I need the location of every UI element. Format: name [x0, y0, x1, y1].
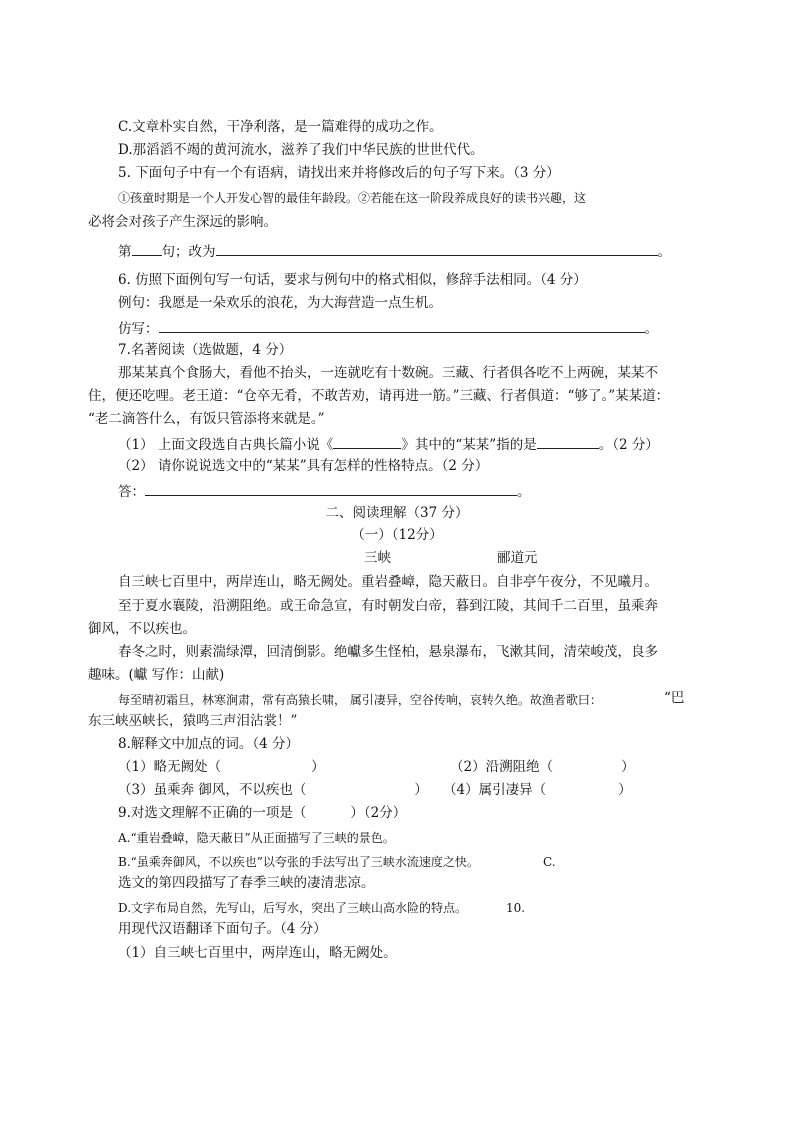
q8-item1-close: ）	[311, 759, 325, 775]
q6-answer-blank[interactable]	[159, 318, 645, 333]
subsection-heading: （一）（12分）	[351, 527, 443, 543]
q5-answer-end: 。	[657, 244, 671, 260]
q8-item3-close: ）	[414, 782, 428, 798]
q9-option-b: B.“虽乘奔御风，不以疾也”以夸张的手法写出了三峡水流速度之快。	[118, 855, 479, 869]
q9-option-c-label: C.	[543, 855, 556, 869]
passage-para2-line2: 御风，不以疾也。	[88, 621, 196, 637]
q8-item4-close: ）	[618, 782, 632, 798]
question-7: 7.名著阅读（选做题，4 分）	[118, 342, 293, 358]
q8-item3-text: （3）虽乘奔 御风，不以疾也（	[118, 782, 307, 798]
q7-character-blank[interactable]	[537, 434, 599, 449]
q6-answer-end: 。	[644, 321, 658, 337]
q8-item2-close: ）	[621, 759, 635, 775]
q6-answer-line	[118, 318, 658, 338]
question-5: 5. 下面句子中有一个有语病，请找出来并将修改后的句子写下来。（3 分）	[118, 165, 560, 181]
q9-option-c: 选文的第四段描写了春季三峡的凄清悲凉。	[118, 875, 375, 891]
passage-para2-line1: 至于夏水襄陵，沿溯阻绝。或王命急宣，有时朝发白帝，暮到江陵，其间千二百里，虽乘奔	[118, 598, 658, 614]
passage-para4-line1-end: “巴	[664, 690, 685, 706]
q8-item4-text: （4）属引凄异（	[443, 782, 547, 798]
q7-answer-end: 。	[517, 484, 531, 500]
q5-sentence-number-blank[interactable]	[132, 241, 162, 256]
q8-item2	[450, 758, 635, 776]
q6-answer-label: 仿写：	[118, 321, 159, 337]
q10-sentence1: （1）自三峡七百里中，两岸连山，略无阙处。	[118, 945, 397, 961]
section-heading: 二、阅读理解（37 分）	[325, 505, 469, 521]
q5-answer-blank[interactable]	[216, 241, 658, 256]
q8-item2-text: （2）沿溯阻绝（	[450, 759, 554, 775]
q7-sub1-end: 。（2 分）	[598, 437, 659, 453]
q7-sub1-text: （1） 上面文段选自古典长篇小说《	[118, 437, 334, 453]
question-9	[118, 804, 406, 822]
question-8: 8.解释文中加点的词。（4 分）	[118, 736, 300, 752]
q9-option-d: D.文字布局自然，先写山，后写水，突出了三峡山高水险的特点。	[118, 901, 468, 915]
passage-author: 郦道元	[497, 550, 538, 566]
q7-passage-line1: 那某某真个食肠大，看他不抬头，一连就吃有十数碗。三藏、行者俱各吃不上两碗，某某不	[118, 365, 658, 381]
option-d: D.那滔滔不竭的黄河流水，滋养了我们中华民族的世世代代。	[118, 142, 484, 158]
q7-sub2: （2） 请你说说选文中的“某某”具有怎样的性格特点。（2 分）	[118, 458, 489, 474]
q6-example: 例句：我愿是一朵欢乐的浪花，为大海营造一点生机。	[118, 295, 442, 311]
question-10-number: 10.	[506, 901, 526, 915]
passage-para3-line2: 趣味。(巘 写作：山献)	[88, 667, 225, 683]
q7-answer-blank[interactable]	[145, 481, 517, 496]
q9-score: ）（2分）	[350, 805, 407, 821]
q7-sub1	[118, 434, 659, 454]
q5-answer-label: 句；改为	[161, 244, 216, 260]
q8-item1	[118, 758, 325, 776]
passage-para4-line1: 每至晴初霜旦，林寒涧肃，常有高猿长啸， 属引凄异，空谷传响，哀转久绝。故渔者歌曰：	[118, 693, 602, 707]
q9-text: 9.对选文理解不正确的一项是（	[118, 805, 307, 821]
q9-option-a: A.“重岩叠嶂，隐天蔽日”从正面描写了三峡的景色。	[118, 831, 395, 845]
q7-answer-line	[118, 481, 531, 501]
q7-answer-label: 答：	[118, 484, 145, 500]
passage-para4-line2: 东三峡巫峡长，猿鸣三声泪沾裳！”	[88, 713, 298, 729]
q7-passage-line3: “老二滴答什么，有饭只管添将来就是。”	[88, 411, 325, 427]
q7-passage-line2: 住，便还吃哩。老王道：“仓卒无肴，不敢苦劝，请再进一筋。”三藏、行者俱道：“够了。”某某道：	[88, 388, 670, 404]
passage-para3-line1: 春冬之时，则素湍绿潭，回清倒影。绝巘多生怪柏，悬泉瀑布，飞漱其间，清荣峻茂，良多	[118, 644, 658, 660]
q7-novel-blank[interactable]	[333, 434, 401, 449]
option-c: C.文章朴实自然，干净利落，是一篇难得的成功之作。	[118, 119, 443, 135]
q5-sentence-line1: ①孩童时期是一个人开发心智的最佳年龄段。②若能在这一阶段养成良好的读书兴趣，这	[118, 191, 587, 205]
q8-item1-text: （1）略无阙处（	[118, 759, 222, 775]
passage-title: 三峡	[364, 550, 391, 566]
passage-para1: 自三峡七百里中，两岸连山，略无阙处。重岩叠嶂，隐天蔽日。自非亭午夜分，不见曦月。	[118, 574, 658, 590]
question-10: 用现代汉语翻译下面句子。（4 分）	[118, 921, 327, 937]
q8-item4	[443, 781, 632, 799]
question-6: 6. 仿照下面例句写一句话，要求与例句中的格式相似，修辞手法相同。（4 分）	[118, 272, 587, 288]
q8-item3	[118, 781, 428, 799]
q5-answer-prefix: 第	[118, 244, 132, 260]
q7-sub1-mid: 》其中的“某某”指的是	[401, 437, 537, 453]
q5-answer-line	[118, 241, 671, 261]
q5-sentence-line2: 必将会对孩子产生深远的影响。	[88, 214, 277, 230]
